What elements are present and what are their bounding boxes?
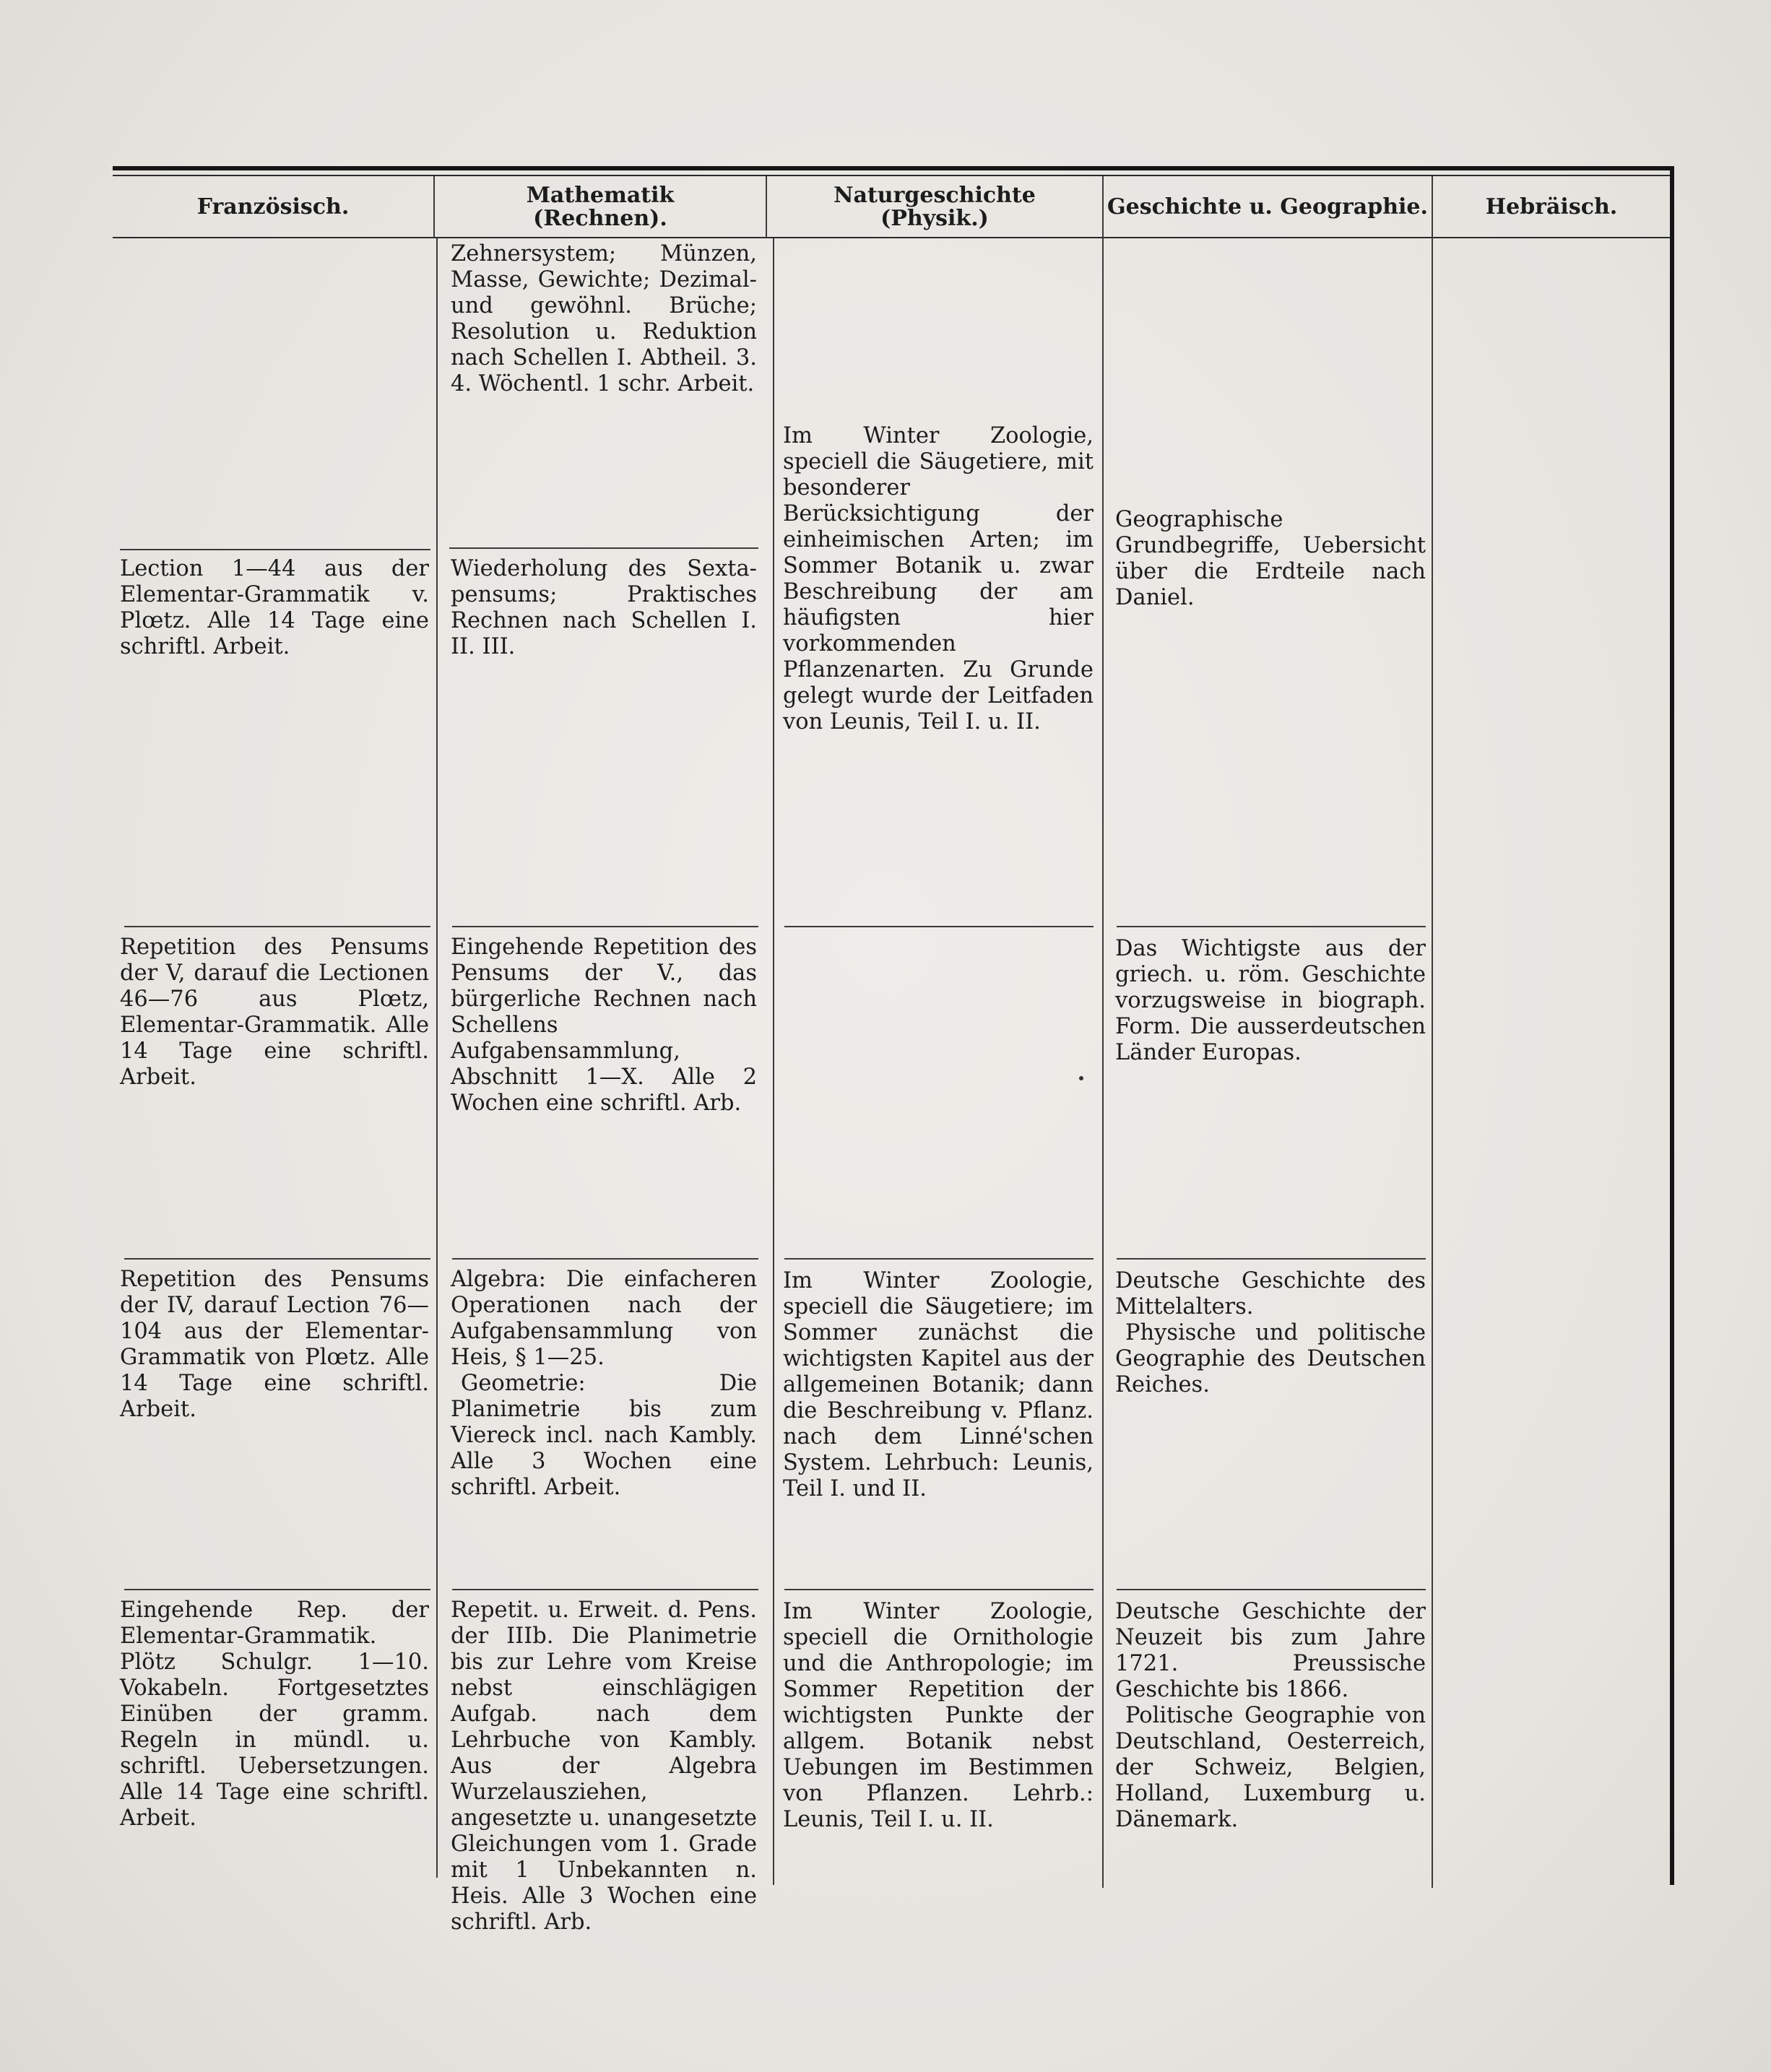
cell-r1-geschichte: Geographische Grundbegriffe, Uebersicht über die Erdteile nach Daniel. (1115, 507, 1426, 610)
header-hebraeisch: Hebräisch. (1485, 194, 1618, 220)
row-rule-r3-naturgeschichte (784, 1258, 1094, 1260)
table-top-thin-rule (113, 175, 1673, 176)
cell-r2-geschichte: Das Wichtigste aus der griech. u. röm. Geschichte vorzugsweise in biograph. Form. Die ausserdeutschen Länder Europas. (1115, 936, 1426, 1065)
header-bottom-rule (113, 237, 1674, 238)
cell-r1-mathematik: Wiederholung des Sexta-pensums; Praktisches Rechnen nach Schellen I. II. III. (451, 556, 757, 659)
cell-r4-franzoesisch: Eingehende Rep. der Elementar-Grammatik. Plötz Schulgr. 1—10. Vokabeln. Fortgesetztes Einüben der gramm. Regeln in mündl. u. schriftl. Uebersetzungen. Alle 14 Tage eine schriftl. Arbeit. (120, 1598, 429, 1831)
row-rule-r1-franzoesisch (120, 549, 430, 550)
column-divider-4 (1432, 176, 1433, 1888)
row-rule-r2-franzoesisch (124, 926, 430, 927)
row-rule-r4-geschichte (1117, 1589, 1426, 1590)
table-right-border (1670, 166, 1674, 1885)
cell-r2-franzoesisch: Repetition des Pensums der V, darauf die Lectionen 46—76 aus Plœtz, Elementar-Grammatik. Alle 14 Tage eine schriftl. Arbeit. (120, 935, 429, 1090)
header-geschichte: Geschichte u. Geographie. (1107, 194, 1428, 220)
cell-r3-geschichte: Deutsche Geschichte des Mittelalters. Physische und politische Geographie des Deutschen Reiches. (1115, 1268, 1426, 1397)
cell-r2-mathematik: Eingehende Repetition des Pensums der V., das bürgerliche Rechnen nach Schellens Aufgabensammlung, Abschnitt 1—X. Alle 2 Wochen eine schriftl. Arb. (451, 935, 757, 1116)
print-dot (1079, 1076, 1083, 1080)
row-rule-r2-naturgeschichte (784, 926, 1094, 927)
column-divider-2 (773, 238, 774, 1885)
column-divider-3 (1102, 176, 1104, 1888)
cell-r1-naturgeschichte: Im Winter Zoologie, speciell die Säugetiere, mit besonderer Berücksichtigung der einheimischen Arten; im Sommer Botanik u. zwar Beschreibung der am häufigsten hier vorkommenden Pflanzenarten. Zu Grunde gelegt wurde der Leitfaden von Leunis, Teil I. u. II. (783, 423, 1094, 734)
row-rule-r3-geschichte (1117, 1258, 1426, 1260)
cell-r4-naturgeschichte: Im Winter Zoologie, speciell die Ornithologie und die Anthropologie; im Sommer Repetition der wichtigsten Punkte der allgem. Botanik nebst Uebungen im Bestimmen von Pflanzen. Lehrb.: Leunis, Teil I. u. II. (783, 1599, 1094, 1832)
table-top-rule (113, 166, 1673, 170)
column-divider-1 (436, 238, 438, 1878)
row-rule-r1-mathematik (449, 547, 758, 549)
cell-r3-mathematik: Algebra: Die einfacheren Operationen nach der Aufgabensammlung von Heis, § 1—25. Geometrie: Die Planimetrie bis zum Viereck incl. nach Kambly. Alle 3 Wochen eine schriftl. Arbeit. (451, 1267, 757, 1500)
curriculum-table (113, 166, 1674, 1935)
header-franzoesisch: Französisch. (196, 194, 350, 220)
header-mathematik: Mathematik (Rechnen). (526, 183, 675, 231)
row-rule-r4-mathematik (452, 1589, 758, 1590)
row-rule-r4-naturgeschichte (784, 1589, 1094, 1590)
cell-r3-franzoesisch: Repetition des Pensums der IV, darauf Lection 76—104 aus der Elementar-Grammatik von Plœtz. Alle 14 Tage eine schriftl. Arbeit. (120, 1267, 429, 1422)
row-rule-r3-mathematik (452, 1258, 758, 1260)
cell-r1-franzoesisch: Lection 1—44 aus der Elementar-Grammatik v. Plœtz. Alle 14 Tage eine schriftl. Arbeit. (120, 556, 429, 659)
cell-r4-geschichte: Deutsche Geschichte der Neuzeit bis zum Jahre 1721. Preussische Geschichte bis 1866. Politische Geographie von Deutschland, Oesterreich, der Schweiz, Belgien, Holland, Luxemburg u. Dänemark. (1115, 1599, 1426, 1832)
row-rule-r2-geschichte (1117, 926, 1426, 927)
cell-r3-naturgeschichte: Im Winter Zoologie, speciell die Säugetiere; im Sommer zunächst die wichtigsten Kapitel aus der allgemeinen Botanik; dann die Beschreibung v. Pflanz. nach dem Linné'schen System. Lehrbuch: Leunis, Teil I. und II. (783, 1268, 1094, 1501)
cell-r0-mathematik: Zehnersystem; Münzen, Masse, Gewichte; Dezimal- und gewöhnl. Brüche; Resolution u. Reduktion nach Schellen I. Abtheil. 3. 4. Wöchentl. 1 schr. Arbeit. (451, 241, 757, 396)
cell-r4-mathematik: Repetit. u. Erweit. d. Pens. der IIIb. Die Planimetrie bis zur Lehre vom Kreise nebst einschlägigen Aufgab. nach dem Lehrbuche von Kambly. Aus der Algebra Wurzelausziehen, angesetzte u. unangesetzte Gleichungen vom 1. Grade mit 1 Unbekannten n. Heis. Alle 3 Wochen eine schriftl. Arb. (451, 1598, 757, 1935)
row-rule-r3-franzoesisch (124, 1258, 430, 1260)
row-rule-r4-franzoesisch (124, 1589, 430, 1590)
row-rule-r2-mathematik (452, 926, 758, 927)
header-naturgeschichte: Naturgeschichte (Physik.) (833, 183, 1036, 231)
